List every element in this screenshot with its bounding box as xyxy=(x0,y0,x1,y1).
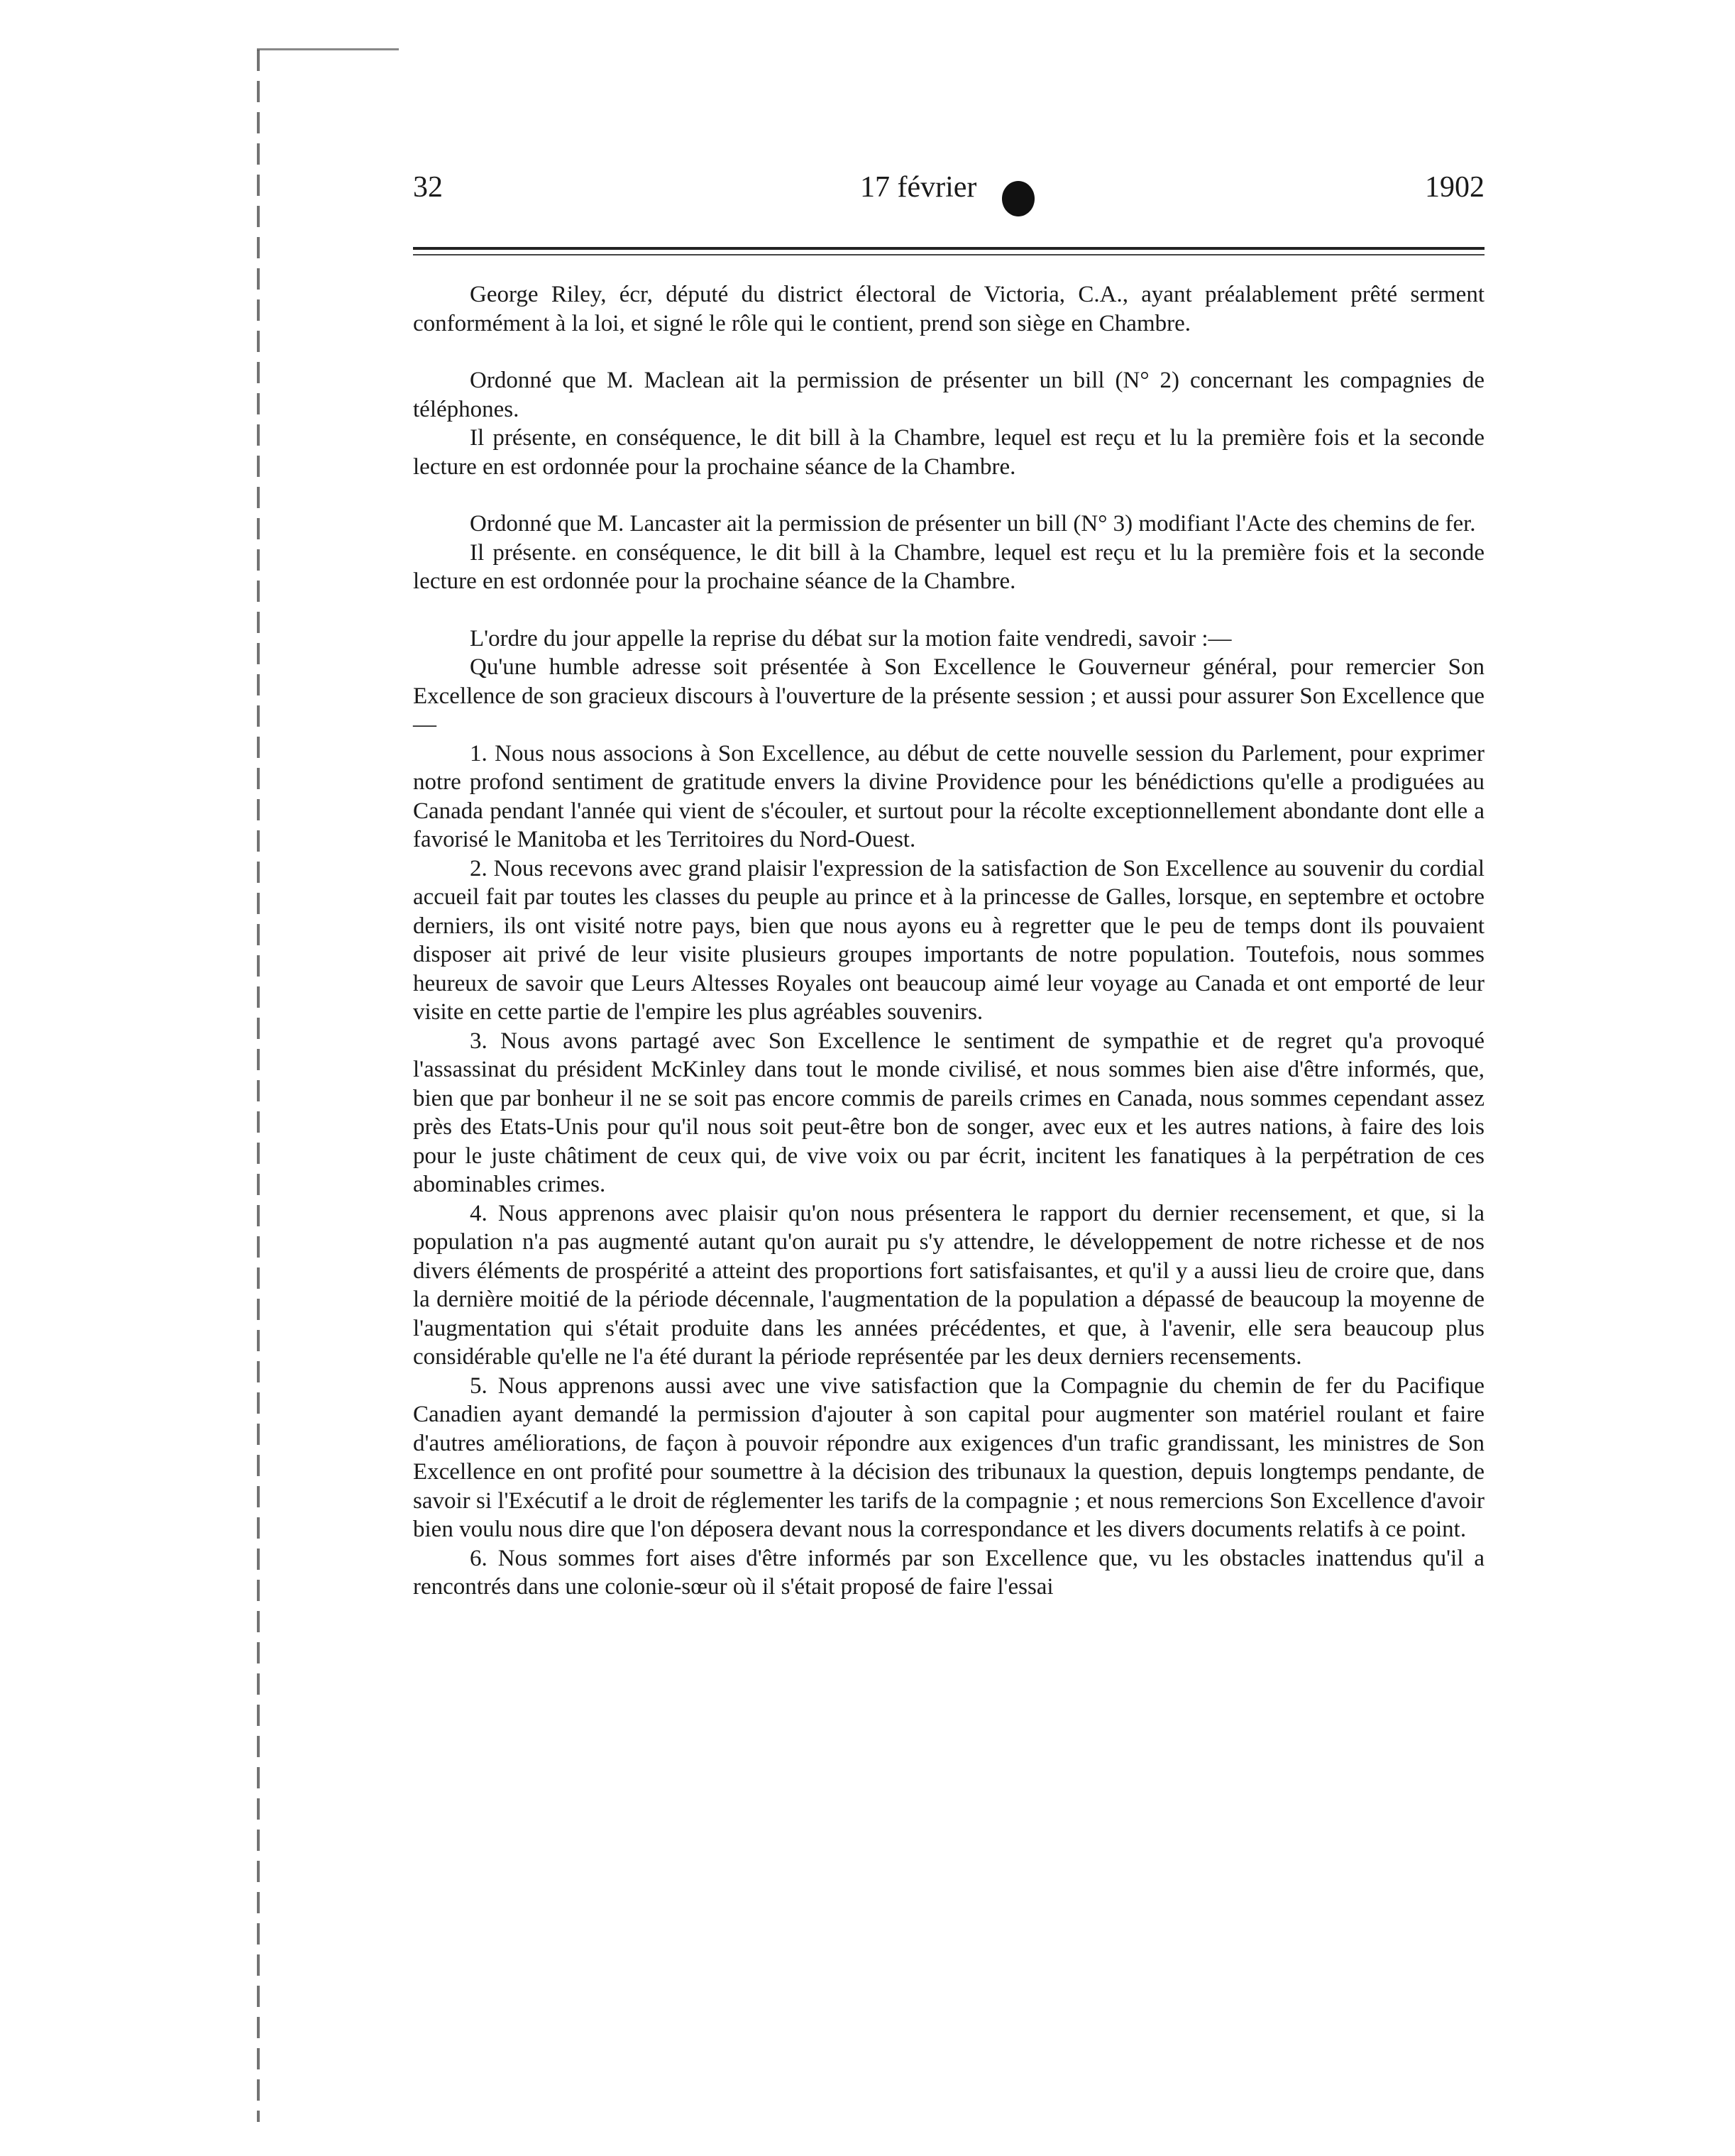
header-date: 17 février xyxy=(860,171,977,204)
paragraph-item-4: 4. Nous apprenons avec plaisir qu'on nous présentera le rapport du dernier recensement, et que, si la population n'a pas augmenté autant qu'on aurait pu s'y attendre, le développement de notre richesse et de nos divers éléments de prospérité a atteint des proportions fort satisfaisantes, et qu'il y a aussi lieu de croire que, dans la dernière moitié de la période décennale, l'augmentation de la population a dépassé de beaucoup la moyenne de l'augmentation qui s'était produite dans les années précédentes, et que, à l'avenir, elle sera beaucoup plus considérable qu'elle ne l'a été durant la période représentée par les deux derniers recensements. xyxy=(413,1200,1485,1370)
page-number: 32 xyxy=(413,171,443,204)
paragraph-item-1: 1. Nous nous associons à Son Excellence, au début de cette nouvelle session du Parlement, pour exprimer notre profond sentiment de gratitude envers la divine Providence pour les bénédictions qu'elle a prodiguées au Canada pendant l'année qui vient de s'écouler, et surtout pour la récolte exceptionnellement abondante dont elle a favorisé le Manitoba et les Territoires du Nord-Ouest. xyxy=(413,740,1485,852)
header-rule-thick xyxy=(413,247,1485,250)
header-rule-thin xyxy=(413,254,1485,255)
paragraph-lancaster-bill: Il présente. en conséquence, le dit bill à la Chambre, lequel est reçu et lu la première fois et la seconde lecture en est ordonnée pour la prochaine séance de la Chambre. xyxy=(413,539,1485,594)
ink-blot xyxy=(1002,181,1035,216)
paragraph-item-5: 5. Nous apprenons aussi avec une vive satisfaction que la Compagnie du chemin de fer du Pacifique Canadien ayant demandé la permission d'ajouter à son capital pour augmenter son matériel roulant et faire d'autres améliorations, de façon à pouvoir répondre aux exigences d'un trafic grandissant, les ministres de Son Excellence en ont profité pour soumettre à la décision des tribunaux la question, depuis longtemps pendante, de savoir si l'Exécutif a le droit de réglementer les tarifs de la compagnie ; et nous remercions Son Excellence d'avoir bien voulu nous dire que l'on déposera devant nous la correspondance et les divers documents relatifs à ce point. xyxy=(413,1373,1485,1542)
header-year: 1902 xyxy=(1425,171,1485,204)
document-body xyxy=(413,280,1485,1602)
paragraph-maclean-order: Ordonné que M. Maclean ait la permission de présenter un bill (N° 2) concernant les compagnies de téléphones. xyxy=(413,368,1485,422)
paragraph-riley: George Riley, écr, député du district électoral de Victoria, C.A., ayant préalablement prêté serment conformément à la loi, et signé le rôle qui le contient, prend son siège en Chambre. xyxy=(413,282,1485,336)
paragraph-maclean-bill: Il présente, en conséquence, le dit bill à la Chambre, lequel est reçu et lu la première fois et la seconde lecture en est ordonnée pour la prochaine séance de la Chambre. xyxy=(413,425,1485,480)
page-header xyxy=(413,170,1485,220)
paragraph-item-6: 6. Nous sommes fort aises d'être informés par son Excellence que, vu les obstacles inattendus qu'il a rencontrés dans une colonie-sœur où il s'était proposé de faire l'essai xyxy=(413,1545,1485,1600)
page-corner-mark xyxy=(257,48,399,50)
paragraph-lancaster-order: Ordonné que M. Lancaster ait la permission de présenter un bill (N° 3) modifiant l'Acte des chemins de fer. xyxy=(470,511,1476,537)
binding-edge-line xyxy=(257,50,260,2122)
paragraph-order-of-day: L'ordre du jour appelle la reprise du débat sur la motion faite vendredi, savoir :— xyxy=(470,625,1232,651)
paragraph-item-2: 2. Nous recevons avec grand plaisir l'expression de la satisfaction de Son Excellence au souvenir du cordial accueil fait par toutes les classes du peuple au prince et à la princesse de Galles, lorsque, en septembre et octobre derniers, ils ont visité notre pays, bien que nous ayons eu à regretter que le peu de temps dont ils pouvaient disposer ait privé de leur visite plusieurs groupes importants de notre population. Toutefois, nous sommes heureux de savoir que Leurs Altesses Royales ont beaucoup aimé leur voyage au Canada et ont emporté de leur visite en cette partie de l'empire les plus agréables souvenirs. xyxy=(413,855,1485,1025)
paragraph-address: Qu'une humble adresse soit présentée à Son Excellence le Gouverneur général, pour remercier Son Excellence de son gracieux discours à l'ouverture de la présente session ; et aussi pour assurer Son Excellence que— xyxy=(413,654,1485,737)
paragraph-item-3: 3. Nous avons partagé avec Son Excellence le sentiment de sympathie et de regret qu'a provoqué l'assassinat du président McKinley dans tout le monde civilisé, et nous sommes bien aise d'être informés, que, bien que par bonheur il ne se soit pas encore commis de pareils crimes en Canada, nous sommes cependant assez près des Etats-Unis pour qu'il nous soit peut-être bon de songer, avec eux et les autres nations, à faire des lois pour le juste châtiment de ceux qui, de vive voix ou par écrit, incitent les fanatiques à la perpétration de ces abominables crimes. xyxy=(413,1028,1485,1197)
